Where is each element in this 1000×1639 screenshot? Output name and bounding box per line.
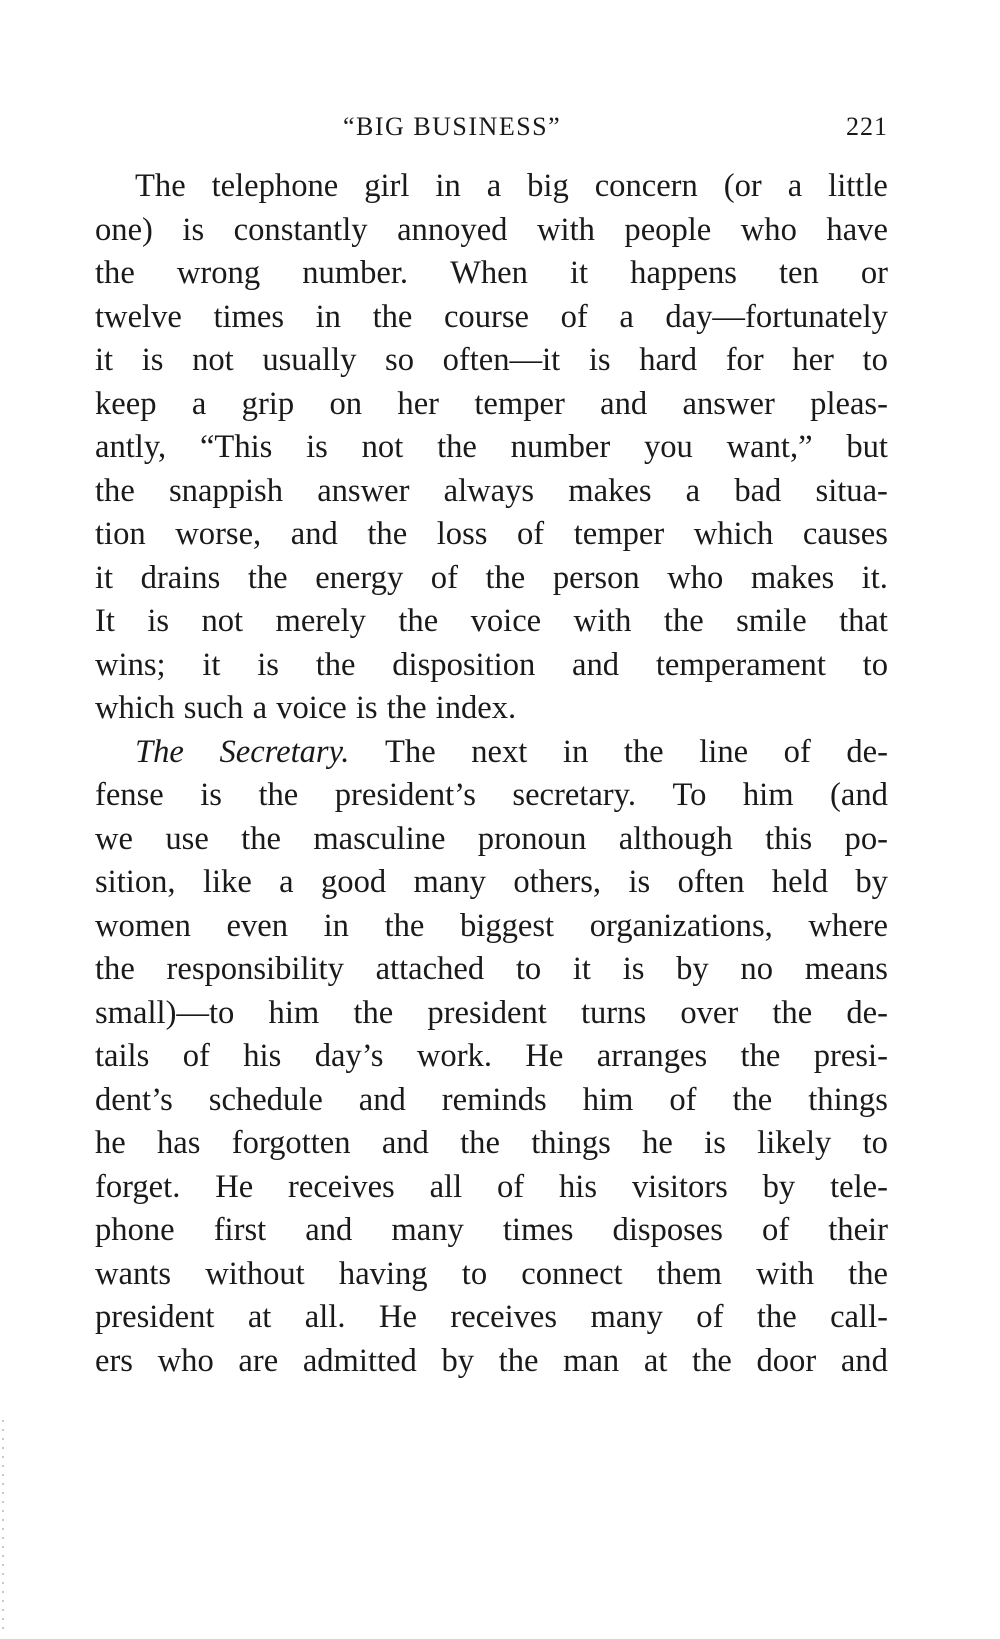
word: wants: [95, 1255, 172, 1292]
word: line: [699, 733, 749, 770]
word: The: [135, 168, 186, 204]
word: by: [762, 1168, 796, 1205]
word: pronoun: [477, 820, 587, 857]
word: The: [385, 733, 436, 770]
word: is: [704, 1125, 726, 1161]
word: president: [427, 994, 547, 1031]
word: which: [95, 690, 175, 726]
word: which: [693, 516, 774, 552]
text-line: [95, 209, 888, 253]
word: for: [725, 342, 764, 378]
text-line: [95, 1122, 888, 1166]
word: to: [461, 1255, 488, 1292]
word: attached: [375, 951, 485, 987]
word: grip: [241, 385, 295, 422]
word: held: [771, 864, 828, 900]
word: big: [527, 168, 569, 204]
word: temperament: [655, 646, 826, 683]
word: him: [268, 994, 320, 1031]
word: When: [450, 255, 528, 291]
word: small)—to: [95, 994, 235, 1031]
word: without: [205, 1255, 305, 1292]
word: a: [685, 472, 701, 509]
word: is: [306, 429, 328, 465]
word: answer: [682, 385, 775, 422]
word: admitted: [302, 1342, 417, 1379]
text-line: [95, 1340, 888, 1384]
word: of: [430, 559, 458, 596]
text-line: [95, 339, 888, 383]
word: like: [202, 864, 252, 900]
word: the: [740, 1038, 781, 1074]
word: or: [860, 255, 888, 291]
word: the: [732, 1081, 773, 1118]
word: “This: [199, 429, 273, 465]
text-line: [95, 470, 888, 514]
text-line: [95, 165, 888, 209]
word: means: [804, 951, 888, 987]
word: by: [855, 864, 888, 900]
word: voice: [470, 603, 542, 639]
word: first: [213, 1212, 267, 1248]
word: is: [355, 690, 378, 726]
paragraph: [95, 731, 888, 1384]
word: course: [443, 298, 529, 335]
word: of: [762, 1212, 790, 1248]
word: voice: [276, 690, 347, 726]
word: you: [643, 429, 693, 465]
word: he: [95, 1125, 126, 1161]
word: likely: [757, 1125, 832, 1161]
word: the: [384, 907, 425, 944]
word: not: [192, 342, 234, 378]
word: with: [573, 603, 632, 639]
word: it.: [861, 559, 888, 596]
word: the: [315, 646, 356, 683]
word: is: [141, 342, 164, 378]
word: po-: [844, 820, 888, 857]
word: at: [643, 1342, 668, 1379]
word: things: [531, 1125, 611, 1161]
word: makes: [750, 559, 835, 596]
word: the: [623, 733, 664, 770]
word: of: [560, 298, 588, 335]
word: He: [215, 1168, 254, 1205]
word: one): [95, 211, 153, 248]
book-page: [95, 112, 888, 1383]
word: Secretary.: [219, 733, 350, 770]
running-head-title: “BIG BUSINESS”: [343, 112, 562, 141]
word: have: [826, 211, 888, 248]
word: is: [257, 646, 279, 683]
word: no: [740, 951, 773, 987]
word: telephone: [211, 168, 339, 204]
text-line: [95, 1166, 888, 1210]
word: it: [572, 951, 591, 987]
word: things: [808, 1081, 888, 1118]
word: connect: [521, 1255, 623, 1292]
word: in: [562, 733, 589, 770]
word: that: [839, 603, 888, 639]
text-line: [95, 1253, 888, 1297]
text-line: [95, 600, 888, 644]
word: even: [226, 907, 289, 944]
text-line: [95, 1296, 888, 1340]
word: (or: [723, 168, 762, 204]
word: is: [588, 342, 611, 378]
text-line: [95, 1035, 888, 1079]
word: de-: [846, 733, 888, 770]
word: her: [792, 342, 834, 378]
word: day—fortunately: [665, 298, 888, 335]
word: is: [628, 864, 651, 900]
word: and: [290, 516, 338, 552]
word: the: [241, 820, 281, 857]
word: times: [213, 298, 285, 335]
word: ten: [778, 255, 819, 291]
word: The: [135, 733, 184, 770]
word: reminds: [441, 1081, 547, 1118]
word: wrong: [176, 255, 261, 291]
word: in: [435, 168, 461, 204]
text-line: [95, 426, 888, 470]
word: a: [486, 168, 502, 204]
word: the: [247, 559, 288, 596]
word: the: [692, 1342, 732, 1379]
word: a: [619, 298, 634, 335]
word: makes: [568, 472, 652, 509]
word: is: [182, 211, 205, 248]
word: worse,: [175, 516, 262, 552]
word: phone: [95, 1212, 175, 1248]
text-line: [95, 861, 888, 905]
word: all.: [304, 1299, 346, 1335]
word: of: [783, 733, 811, 770]
word: happens: [630, 255, 737, 291]
word: energy: [315, 559, 404, 596]
word: the: [95, 255, 135, 291]
word: receives: [288, 1168, 395, 1205]
word: who: [740, 211, 797, 248]
word: the: [95, 472, 135, 509]
word: concern: [594, 168, 698, 204]
word: is: [200, 777, 222, 813]
word: of: [696, 1299, 724, 1335]
word: receives: [450, 1299, 558, 1335]
word: it: [95, 342, 114, 378]
text-line: [95, 513, 888, 557]
text-line: [95, 948, 888, 992]
word: them: [656, 1255, 722, 1292]
word: keep: [95, 385, 157, 422]
scan-edge-marks: [2, 1420, 4, 1630]
word: their: [828, 1212, 888, 1248]
word: little: [828, 168, 888, 204]
word: but: [846, 429, 888, 465]
word: answer: [317, 472, 410, 509]
word: president’s: [334, 777, 476, 813]
word: forgotten: [231, 1125, 351, 1161]
word: has: [157, 1125, 201, 1161]
word: drains: [140, 559, 221, 596]
word: turns: [580, 994, 647, 1031]
word: of: [182, 1038, 210, 1074]
word: twelve: [95, 298, 182, 335]
word: smile: [736, 603, 807, 639]
word: responsibility: [166, 951, 344, 987]
text-line: [95, 992, 888, 1036]
word: temper: [474, 385, 565, 422]
word: the: [398, 603, 439, 639]
word: not: [201, 603, 244, 639]
word: others,: [513, 864, 602, 900]
word: good: [321, 864, 387, 900]
word: who: [667, 559, 724, 596]
word: in: [315, 298, 341, 335]
page-number: 221: [846, 112, 888, 141]
word: next: [471, 733, 528, 770]
word: are: [238, 1342, 279, 1379]
word: often—it: [442, 342, 561, 378]
word: this: [765, 820, 813, 857]
word: although: [618, 820, 733, 857]
word: a: [252, 690, 268, 726]
word: disposes: [612, 1212, 723, 1248]
word: and: [840, 1342, 888, 1379]
word: of: [497, 1168, 525, 1205]
word: with: [756, 1255, 814, 1292]
word: merely: [275, 603, 366, 639]
word: tails: [95, 1038, 150, 1074]
word: it: [202, 646, 221, 683]
running-head: [95, 112, 888, 152]
paragraph: [95, 165, 888, 731]
word: causes: [802, 516, 888, 552]
text-line: [95, 252, 888, 296]
text-line: [95, 296, 888, 340]
word: and: [358, 1081, 406, 1118]
word: hard: [639, 342, 698, 378]
text-line: [95, 644, 888, 688]
word: him: [742, 777, 794, 813]
word: to: [515, 951, 542, 987]
word: always: [443, 472, 535, 509]
word: situa-: [815, 472, 888, 509]
word: He: [525, 1038, 564, 1074]
word: her: [397, 385, 440, 422]
word: the: [460, 1125, 500, 1161]
word: it: [569, 255, 589, 291]
word: call-: [830, 1299, 888, 1335]
word: temper: [573, 516, 665, 552]
word: biggest: [460, 907, 555, 944]
word: we: [95, 820, 133, 857]
word: snappish: [168, 472, 284, 509]
word: many: [590, 1299, 663, 1335]
word: people: [624, 211, 712, 248]
word: the: [95, 951, 135, 987]
word: number: [510, 429, 611, 465]
word: his: [243, 1038, 282, 1074]
word: work.: [416, 1038, 492, 1074]
word: the: [485, 559, 526, 596]
word: index.: [435, 690, 517, 726]
word: the: [353, 994, 394, 1031]
word: and: [600, 385, 648, 422]
word: on: [329, 385, 363, 422]
word: the: [386, 690, 427, 726]
word: him: [582, 1081, 634, 1118]
word: who: [157, 1342, 214, 1379]
word: the: [848, 1255, 888, 1292]
word: many: [391, 1212, 464, 1248]
word: day’s: [314, 1038, 384, 1074]
word: constantly: [233, 211, 368, 248]
word: over: [680, 994, 739, 1031]
word: and: [572, 646, 620, 683]
word: bad: [734, 472, 782, 509]
word: the: [372, 298, 413, 335]
word: many: [413, 864, 486, 900]
word: women: [95, 907, 191, 944]
word: the: [437, 429, 477, 465]
word: is: [147, 603, 170, 639]
body-text: [95, 165, 888, 1383]
word: usually: [262, 342, 357, 378]
word: a: [787, 168, 803, 204]
word: a: [191, 385, 207, 422]
word: so: [385, 342, 414, 378]
text-line: [95, 905, 888, 949]
text-line: [95, 1079, 888, 1123]
word: loss: [436, 516, 488, 552]
word: organizations,: [589, 907, 773, 944]
word: ers: [95, 1342, 133, 1379]
word: the: [772, 994, 813, 1031]
word: tele-: [830, 1168, 888, 1205]
word: secretary.: [512, 777, 636, 813]
word: the: [663, 603, 704, 639]
word: and: [381, 1125, 429, 1161]
word: He: [378, 1299, 417, 1335]
word: number.: [302, 255, 409, 291]
word: often: [677, 864, 745, 900]
word: all: [429, 1168, 463, 1205]
word: de-: [846, 994, 888, 1031]
word: (and: [830, 777, 888, 813]
word: pleas-: [810, 385, 888, 422]
word: to: [862, 342, 888, 378]
word: to: [862, 1125, 888, 1161]
word: dent’s: [95, 1081, 173, 1118]
word: he: [642, 1125, 673, 1161]
text-line: [95, 1209, 888, 1253]
word: by: [676, 951, 709, 987]
word: sition,: [95, 864, 176, 900]
word: visitors: [631, 1168, 728, 1205]
word: at: [247, 1299, 272, 1335]
word: fense: [95, 777, 164, 813]
text-line: [95, 557, 888, 601]
word: the: [258, 777, 299, 813]
word: wins;: [95, 646, 166, 683]
text-line: [95, 818, 888, 862]
word: his: [558, 1168, 598, 1205]
word: president: [95, 1299, 215, 1335]
word: masculine: [313, 820, 446, 857]
word: man: [563, 1342, 620, 1379]
text-line: [95, 731, 888, 775]
word: disposition: [392, 646, 536, 683]
word: tion: [95, 516, 146, 552]
word: to: [862, 646, 888, 683]
word: not: [361, 429, 404, 465]
word: is: [622, 951, 645, 987]
word: It: [95, 603, 115, 639]
word: the: [756, 1299, 797, 1335]
word: antly,: [95, 429, 167, 465]
word: presi-: [813, 1038, 888, 1074]
word: person: [552, 559, 640, 596]
word: by: [441, 1342, 475, 1379]
text-line: [95, 383, 888, 427]
word: such: [183, 690, 244, 726]
word: forget.: [95, 1168, 181, 1205]
word: schedule: [208, 1081, 323, 1118]
text-line: [95, 687, 888, 731]
word: want,”: [726, 429, 813, 465]
text-line: [95, 774, 888, 818]
word: of: [669, 1081, 697, 1118]
word: use: [165, 820, 209, 857]
word: it: [95, 559, 114, 596]
word: the: [498, 1342, 539, 1379]
word: in: [323, 907, 349, 944]
word: a: [279, 864, 294, 900]
word: times: [502, 1212, 574, 1248]
word: having: [338, 1255, 428, 1292]
word: with: [536, 211, 595, 248]
word: and: [305, 1212, 353, 1248]
word: where: [808, 907, 888, 944]
word: arranges: [596, 1038, 708, 1074]
word: door: [756, 1342, 817, 1379]
word: the: [367, 516, 408, 552]
word: annoyed: [397, 211, 508, 248]
word: girl: [364, 168, 410, 204]
word: To: [672, 777, 707, 813]
word: of: [517, 516, 545, 552]
